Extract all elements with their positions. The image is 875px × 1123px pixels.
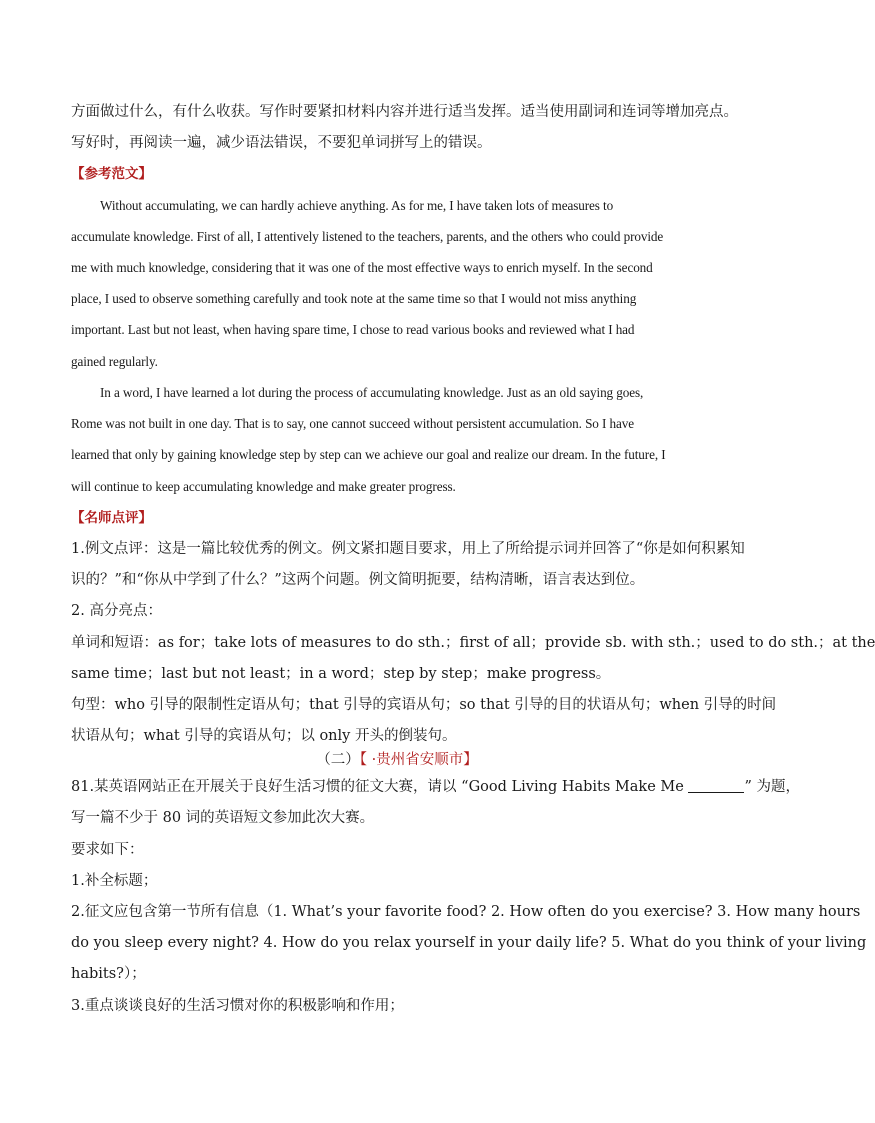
instruction-line: 写好时，再阅读一遍，减少语法错误，不要犯单词拼写上的错误。 (71, 135, 492, 151)
section-source: 【 ·贵州省安顺市】 (359, 752, 478, 768)
essay-line: In a word, I have learned a lot during the process of accumulating knowledge. Just as an old saying goes, (100, 385, 644, 400)
requirement-item: habits?）； (71, 966, 146, 982)
comment-line: 句型：who 引导的限制性定语从句；that 引导的宾语从句；so that 引导的目的状语从句；when 引导的时间 (71, 697, 777, 713)
section-heading (0, 750, 794, 770)
sample-essay-heading: 【参考范文】 (71, 166, 152, 182)
comment-line: same time；last but not least；in a word；step by step；make progress。 (71, 666, 611, 682)
comment-line: 识的？”和“你从中学到了什么？”这两个问题。例文简明扼要，结构清晰，语言表达到位。 (71, 572, 645, 588)
task-prompt-text-end: ” 为题， (744, 779, 800, 795)
essay-line: Without accumulating, we can hardly achieve anything. As for me, I have taken lots of measures to (100, 198, 614, 213)
teacher-comment-heading: 【名师点评】 (71, 510, 152, 526)
essay-line: important. Last but not least, when having spare time, I chose to read various books and reviewed what I had (71, 322, 635, 337)
requirement-item: do you sleep every night? 4. How do you relax yourself in your daily life? 5. What do you think of your living (71, 935, 867, 951)
essay-line: me with much knowledge, considering that it was one of the most effective ways to enrich myself. In the second (71, 260, 653, 275)
essay-line: accumulate knowledge. First of all, I attentively listened to the teachers, parents, and the others who could provide (71, 229, 664, 244)
comment-line: 单词和短语：as for；take lots of measures to do sth.；first of all；provide sb. with sth.；used to do sth.；at the (71, 635, 875, 651)
essay-line: place, I used to observe something carefully and took note at the same time so that I would not miss anything (71, 291, 637, 306)
task-prompt-line (71, 777, 800, 797)
task-prompt-text: 81.某英语网站正在开展关于良好生活习惯的征文大赛，请以 “Good Living Habits Make Me (71, 779, 684, 795)
comment-line: 2. 高分亮点： (71, 603, 162, 619)
essay-line: gained regularly. (71, 354, 158, 369)
requirement-item: 3.重点谈谈良好的生活习惯对你的积极影响和作用； (71, 998, 404, 1014)
comment-line: 1.例文点评：这是一篇比较优秀的例文。例文紧扣题目要求，用上了所给提示词并回答了“你是如何积累知 (71, 541, 745, 557)
instruction-line: 方面做过什么，有什么收获。写作时要紧扣材料内容并进行适当发挥。适当使用副词和连词等增加亮点。 (71, 104, 738, 120)
essay-line: will continue to keep accumulating knowledge and make greater progress. (71, 479, 456, 494)
comment-line: 状语从句；what 引导的宾语从句；以 only 开头的倒装句。 (71, 728, 457, 744)
essay-line: learned that only by gaining knowledge step by step can we achieve our goal and realize our dream. In the future, I (71, 447, 666, 462)
requirement-item: 2.征文应包含第一节所有信息（1. What’s your favorite food? 2. How often do you exercise? 3. How many hours (71, 904, 861, 920)
requirements-heading: 要求如下： (71, 842, 144, 858)
essay-line: Rome was not built in one day. That is to say, one cannot succeed without persistent accumulation. So I have (71, 416, 634, 431)
section-number: （二） (316, 752, 360, 768)
task-prompt-line: 写一篇不少于 80 词的英语短文参加此次大赛。 (71, 810, 375, 826)
requirement-item: 1.补全标题； (71, 873, 158, 889)
title-blank (688, 778, 744, 793)
